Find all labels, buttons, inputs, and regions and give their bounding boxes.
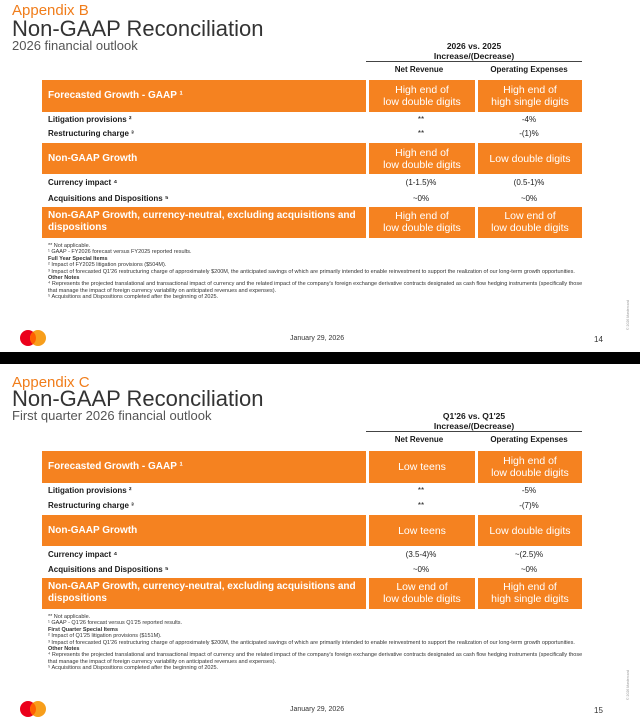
row-non-gaap-currency-neutral (42, 207, 582, 238)
slide-divider (0, 352, 640, 364)
net-revenue-value: ** (417, 129, 425, 138)
row-label (48, 210, 356, 234)
slide-appendix-b (0, 0, 640, 352)
net-revenue-value: ** (417, 501, 425, 510)
net-revenue-value (369, 461, 475, 473)
operating-expenses-value (478, 525, 582, 537)
row-label: Non-GAAP Growth (48, 525, 138, 536)
label-line: dispositions (48, 593, 107, 604)
period-header (366, 41, 582, 61)
slide-date: January 29, 2026 (290, 706, 345, 713)
footnote: ² Impact of FY2025 litigation provisions ($504M). (48, 262, 167, 269)
net-revenue-value: ~0% (412, 565, 430, 574)
operating-expenses-value: -(1)% (519, 129, 539, 138)
operating-expenses-value: -(7)% (519, 501, 539, 510)
value-line: low double digits (383, 96, 461, 108)
footnote: ** Not applicable. (48, 614, 91, 620)
operating-expenses-value (478, 210, 582, 234)
row-label: Currency impact ⁴ (48, 550, 118, 559)
period-header-line1: Q1'26 vs. Q1'25 (442, 411, 506, 421)
operating-expenses-value: ~(2.5)% (514, 550, 544, 559)
value-line: High end of (395, 147, 449, 159)
net-revenue-value (369, 581, 475, 605)
row-label: Currency impact ⁴ (48, 178, 118, 187)
net-revenue-value (369, 84, 475, 108)
row-restructuring-charge (42, 499, 582, 512)
footnote: ² Impact of Q1'25 litigation provisions ($151M). (48, 633, 162, 640)
period-header-line1: 2026 vs. 2025 (446, 41, 502, 51)
row-litigation-provisions (42, 484, 582, 497)
footnote: ⁵ Acquisitions and Dispositions completed after the beginning of 2025. (48, 665, 219, 672)
operating-expenses-value: ~0% (520, 194, 538, 203)
slide-date: January 29, 2026 (290, 335, 345, 342)
value-line: Low end of (504, 210, 556, 222)
value-line: Low end of (396, 581, 448, 593)
footnotes (48, 614, 588, 672)
value-line: high single digits (491, 96, 569, 108)
footnote: ⁵ Acquisitions and Dispositions completed after the beginning of 2025. (48, 294, 219, 301)
row-label: Litigation provisions ² (48, 486, 132, 495)
page-title: Non-GAAP Reconciliation (12, 386, 264, 411)
row-currency-impact (42, 176, 582, 189)
operating-expenses-value: ~0% (520, 565, 538, 574)
net-revenue-value: ~0% (412, 194, 430, 203)
operating-expenses-value (478, 84, 582, 108)
row-acquisitions-dispositions (42, 563, 582, 576)
row-label (48, 581, 356, 605)
value-line: Low teens (398, 525, 446, 537)
col-header-net-revenue: Net Revenue (394, 435, 444, 444)
footnote: ³ Impact of forecasted Q1'26 restructuring charge of approximately $200M, the anticipated savings of which are primarily intended to enable reinvestment to support the realization of our long-term growth opportunities. (48, 639, 575, 646)
mastercard-logo-icon (18, 700, 48, 718)
net-revenue-value (369, 525, 475, 537)
operating-expenses-value: -4% (521, 115, 537, 124)
row-label: Acquisitions and Dispositions ⁵ (48, 565, 169, 574)
row-non-gaap-currency-neutral (42, 578, 582, 609)
footnote-heading: Other Notes (48, 275, 80, 282)
net-revenue-value (369, 147, 475, 171)
net-revenue-value (369, 210, 475, 234)
page-title: Non-GAAP Reconciliation (12, 16, 264, 41)
period-header-line2: Increase/(Decrease) (433, 421, 515, 431)
value-line: low double digits (383, 222, 461, 234)
value-line: High end of (395, 84, 449, 96)
footnote: ¹ GAAP - Q1'26 forecast versus Q1'25 reported results. (48, 620, 183, 627)
label-line: Non-GAAP Growth, currency-neutral, excluding acquisitions and (48, 581, 356, 592)
copyright-notice: © 2026 Mastercard (626, 300, 630, 330)
footnote-heading: First Quarter Special Items (48, 626, 118, 633)
page-subtitle: First quarter 2026 financial outlook (12, 408, 212, 423)
footnote-heading: Other Notes (48, 646, 80, 653)
operating-expenses-value (478, 153, 582, 165)
row-restructuring-charge (42, 127, 582, 140)
value-line: low double digits (491, 467, 569, 479)
footnote: ** Not applicable. (48, 243, 91, 249)
row-non-gaap-growth (42, 143, 582, 174)
slide-appendix-c (0, 364, 640, 724)
value-line: High end of (503, 581, 557, 593)
row-forecasted-growth-gaap (42, 80, 582, 112)
period-header-line2: Increase/(Decrease) (433, 51, 515, 61)
footnote: ¹ GAAP - FY2026 forecast versus FY2025 reported results. (48, 249, 192, 256)
footnote-heading: Full Year Special Items (48, 255, 108, 262)
header-rule (366, 61, 582, 62)
row-label: Forecasted Growth - GAAP ¹ (48, 461, 183, 472)
page-number: 14 (594, 335, 603, 344)
footnote: ⁴ Represents the projected translational and transactional impact of currency and the related impact of the company's foreign exchange derivative contracts designated as cash flow hedging instruments (specifically those that manage the impact of foreign currency variability on anticipated revenues and expenses). (48, 652, 583, 665)
row-label: Restructuring charge ³ (48, 501, 134, 510)
footnote: ³ Impact of forecasted Q1'26 restructuring charge of approximately $200M, the anticipated savings of which are primarily intended to enable reinvestment to support the realization of our long-term growth opportunities. (48, 268, 575, 275)
net-revenue-value: (1-1.5)% (405, 178, 437, 187)
row-forecasted-growth-gaap (42, 451, 582, 483)
net-revenue-value: ** (417, 486, 425, 495)
label-line: dispositions (48, 222, 107, 233)
row-label: Forecasted Growth - GAAP ¹ (48, 90, 183, 101)
appendix-label: Appendix C (12, 374, 90, 391)
header-rule (366, 431, 582, 432)
operating-expenses-value (478, 581, 582, 605)
row-label: Litigation provisions ² (48, 115, 132, 124)
value-line: Low double digits (489, 153, 571, 165)
net-revenue-value: (3.5-4)% (405, 550, 437, 559)
value-line: Low double digits (489, 525, 571, 537)
value-line: Low teens (398, 461, 446, 473)
page-number: 15 (594, 706, 603, 715)
period-header (366, 411, 582, 431)
row-label: Restructuring charge ³ (48, 129, 134, 138)
value-line: High end of (503, 455, 557, 467)
col-header-net-revenue: Net Revenue (394, 65, 444, 74)
net-revenue-value: ** (417, 115, 425, 124)
operating-expenses-value: (0.5-1)% (513, 178, 545, 187)
col-header-operating-expenses: Operating Expenses (490, 435, 568, 444)
mastercard-logo-icon (18, 329, 48, 347)
row-currency-impact (42, 548, 582, 561)
row-label: Acquisitions and Dispositions ⁵ (48, 194, 169, 203)
footnotes (48, 243, 588, 301)
value-line: high single digits (491, 593, 569, 605)
row-non-gaap-growth (42, 515, 582, 546)
label-line: Non-GAAP Growth, currency-neutral, excluding acquisitions and (48, 210, 356, 221)
value-line: High end of (503, 84, 557, 96)
col-header-operating-expenses: Operating Expenses (490, 65, 568, 74)
value-line: low double digits (383, 593, 461, 605)
value-line: low double digits (383, 159, 461, 171)
row-label: Non-GAAP Growth (48, 153, 138, 164)
row-acquisitions-dispositions (42, 192, 582, 205)
row-litigation-provisions (42, 113, 582, 126)
copyright-notice: © 2026 Mastercard (626, 670, 630, 700)
page-subtitle: 2026 financial outlook (12, 38, 138, 53)
operating-expenses-value (478, 455, 582, 479)
footnote: ⁴ Represents the projected translational and transactional impact of currency and the related impact of the company's foreign exchange derivative contracts designated as cash flow hedging instruments (specifically those that manage the impact of foreign currency variability on anticipated revenues and expenses). (48, 281, 583, 294)
appendix-label: Appendix B (12, 2, 89, 19)
value-line: low double digits (491, 222, 569, 234)
operating-expenses-value: -5% (521, 486, 537, 495)
value-line: High end of (395, 210, 449, 222)
